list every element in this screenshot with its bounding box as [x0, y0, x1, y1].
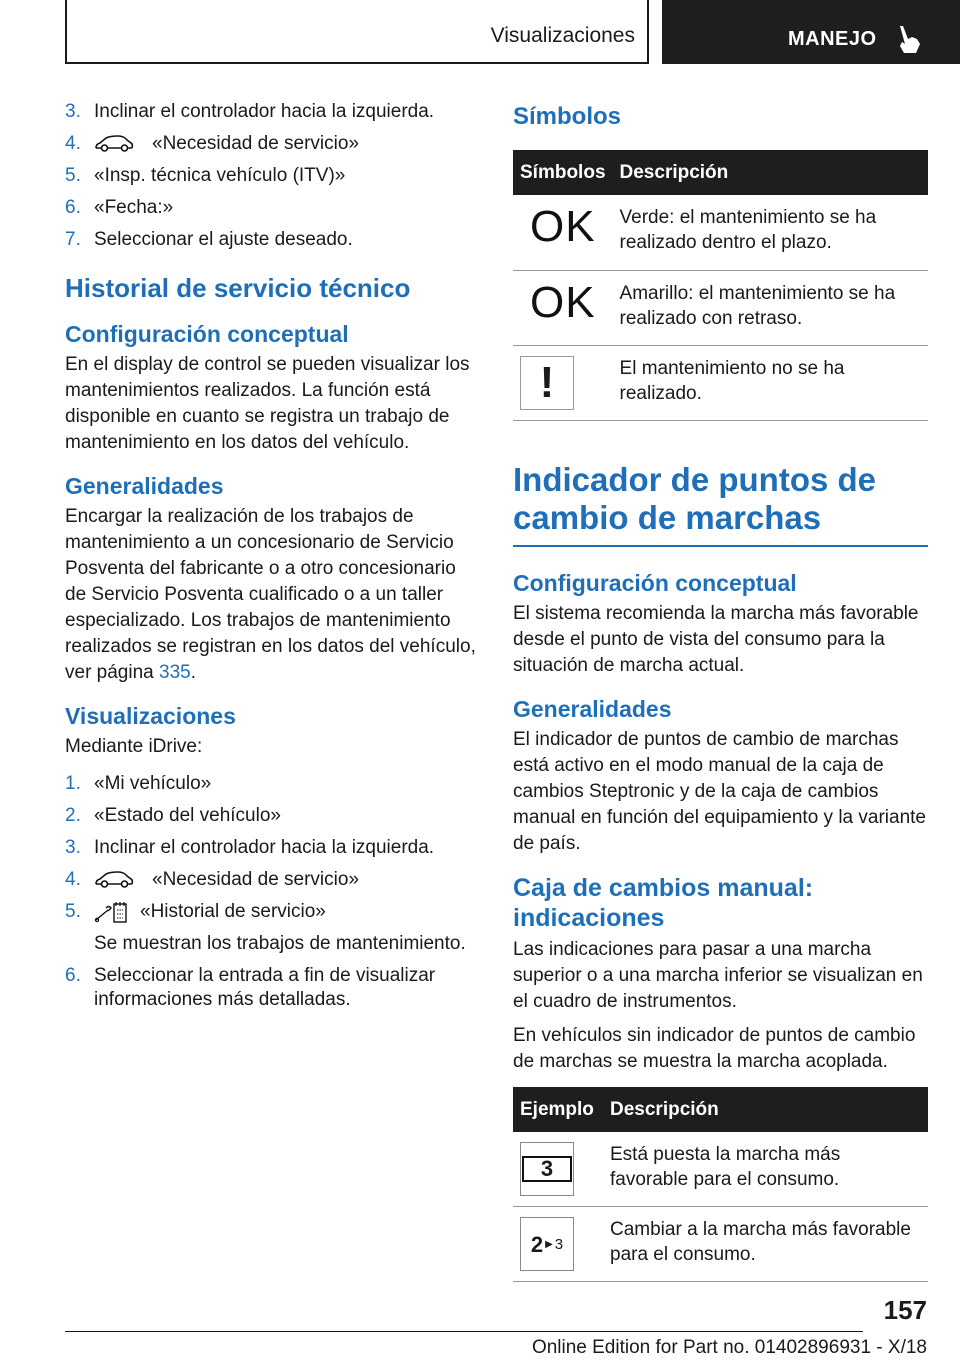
manual-paragraph-2: En vehículos sin indicador de puntos de cambio de marchas se muestra la marcha acoplada. — [513, 1024, 916, 1072]
car-outline-icon — [94, 871, 134, 889]
list-item: 6. «Fecha:» — [65, 197, 174, 218]
shift-indicator-heading: Indicador de puntos de cambio de marchas — [513, 461, 928, 547]
footer-divider — [65, 1331, 863, 1332]
table-header: Descripción — [603, 1087, 928, 1132]
page-number: 157 — [883, 1295, 927, 1325]
general-paragraph: El indicador de puntos de cambio de marchas está activo en el modo manual de la caja de cambios Steptronic y de la caja de cambios manual en función del equipamiento y la variante de país. — [513, 728, 926, 854]
list-item: 6. Seleccionar la entrada a fin de visualizar informaciones más detalladas. — [65, 965, 436, 1011]
table-header: Descripción — [613, 150, 928, 195]
concept-heading: Configuración conceptual — [65, 321, 349, 347]
steps-list-b — [65, 772, 477, 1012]
list-item: 5. «Insp. técnica vehículo (ITV)» — [65, 165, 346, 186]
right-column — [513, 100, 928, 1282]
service-history-icon — [94, 900, 128, 924]
list-item: 3. Inclinar el controlador hacia la izquierda. — [65, 101, 435, 122]
list-item: 1. «Mi vehículo» — [65, 773, 212, 794]
ok-yellow-icon: OK — [529, 277, 596, 327]
symbols-table — [513, 150, 928, 421]
table-cell: Amarillo: el mantenimiento se ha realizado con retraso. — [613, 270, 928, 345]
table-row — [513, 1207, 928, 1282]
manual-paragraph-1: Las indicaciones para pasar a una marcha superior o a una marcha inferior se visualizan en el cuadro de instrumentos. — [513, 938, 923, 1012]
gear-shift-icon: 2 ▶ 3 — [520, 1217, 574, 1271]
concept-paragraph: El sistema recomienda la marcha más favorable desde el punto de vista del consumo para la situación de marcha actual. — [513, 602, 919, 676]
general-paragraph: Encargar la realización de los trabajos de mantenimiento a un concesionario de Servicio Posventa del fabricante o a otro concesionario de Servicio Posventa cualificado o a un taller especializado. Los trabajos de mantenimiento realizados se registran en los datos del vehículo, ver página 335. — [65, 506, 476, 683]
general-heading: Generalidades — [513, 695, 672, 722]
table-header: Ejemplo — [513, 1087, 603, 1132]
list-item: 3. Inclinar el controlador hacia la izquierda. — [65, 837, 435, 858]
table-row — [513, 345, 928, 420]
steps-list-a — [65, 100, 477, 252]
table-cell: Verde: el mantenimiento se ha realizado dentro el plazo. — [613, 195, 928, 270]
header-section-box — [65, 0, 649, 64]
list-item: 7. Seleccionar el ajuste deseado. — [65, 229, 353, 250]
table-header: Símbolos — [513, 150, 613, 195]
gear-display-icon: 3 — [520, 1142, 574, 1196]
car-outline-icon — [94, 135, 134, 153]
page-link[interactable]: 335 — [159, 662, 191, 683]
list-item: 4. «Necesidad de servicio» — [65, 133, 360, 154]
table-row — [513, 195, 928, 270]
history-heading: Historial de servicio técnico — [65, 273, 411, 303]
steering-hand-icon — [894, 24, 922, 54]
visual-heading: Visualizaciones — [65, 703, 236, 729]
list-item: 4. «Necesidad de servicio» — [65, 869, 360, 890]
example-table — [513, 1087, 928, 1283]
left-column — [65, 100, 477, 1020]
header-section-title: Visualizaciones — [490, 24, 635, 47]
ok-green-icon: OK — [529, 202, 596, 251]
header-chapter-box — [662, 0, 960, 64]
arrow-right-icon: ▶ — [545, 1238, 553, 1250]
concept-heading: Configuración conceptual — [513, 569, 797, 596]
table-cell: El mantenimiento no se ha realizado. — [613, 345, 928, 420]
symbols-heading: Símbolos — [513, 103, 622, 130]
table-cell: Está puesta la marcha más favorable para el consumo. — [603, 1132, 928, 1207]
footer-edition: Online Edition for Part no. 01402896931 - X/18 — [531, 1337, 927, 1358]
table-cell: Cambiar a la marcha más favorable para el consumo. — [603, 1207, 928, 1282]
general-heading: Generalidades — [65, 473, 224, 499]
list-item: 5. «Historial de servicio» Se muestran los trabajos de mantenimiento. — [65, 901, 466, 955]
concept-paragraph: En el display de control se pueden visualizar los mantenimientos realizados. La función está disponible en cuanto se registra un trabajo de mantenimiento en los datos del vehículo. — [65, 354, 470, 453]
visual-intro: Mediante iDrive: — [65, 736, 203, 757]
table-row — [513, 270, 928, 345]
exclamation-icon: ! — [520, 356, 574, 410]
list-item: 2. «Estado del vehículo» — [65, 805, 281, 826]
header-chapter-title: MANEJO — [788, 28, 877, 50]
manual-heading: Caja de cambios manual: indicaciones — [513, 873, 814, 932]
table-row — [513, 1132, 928, 1207]
